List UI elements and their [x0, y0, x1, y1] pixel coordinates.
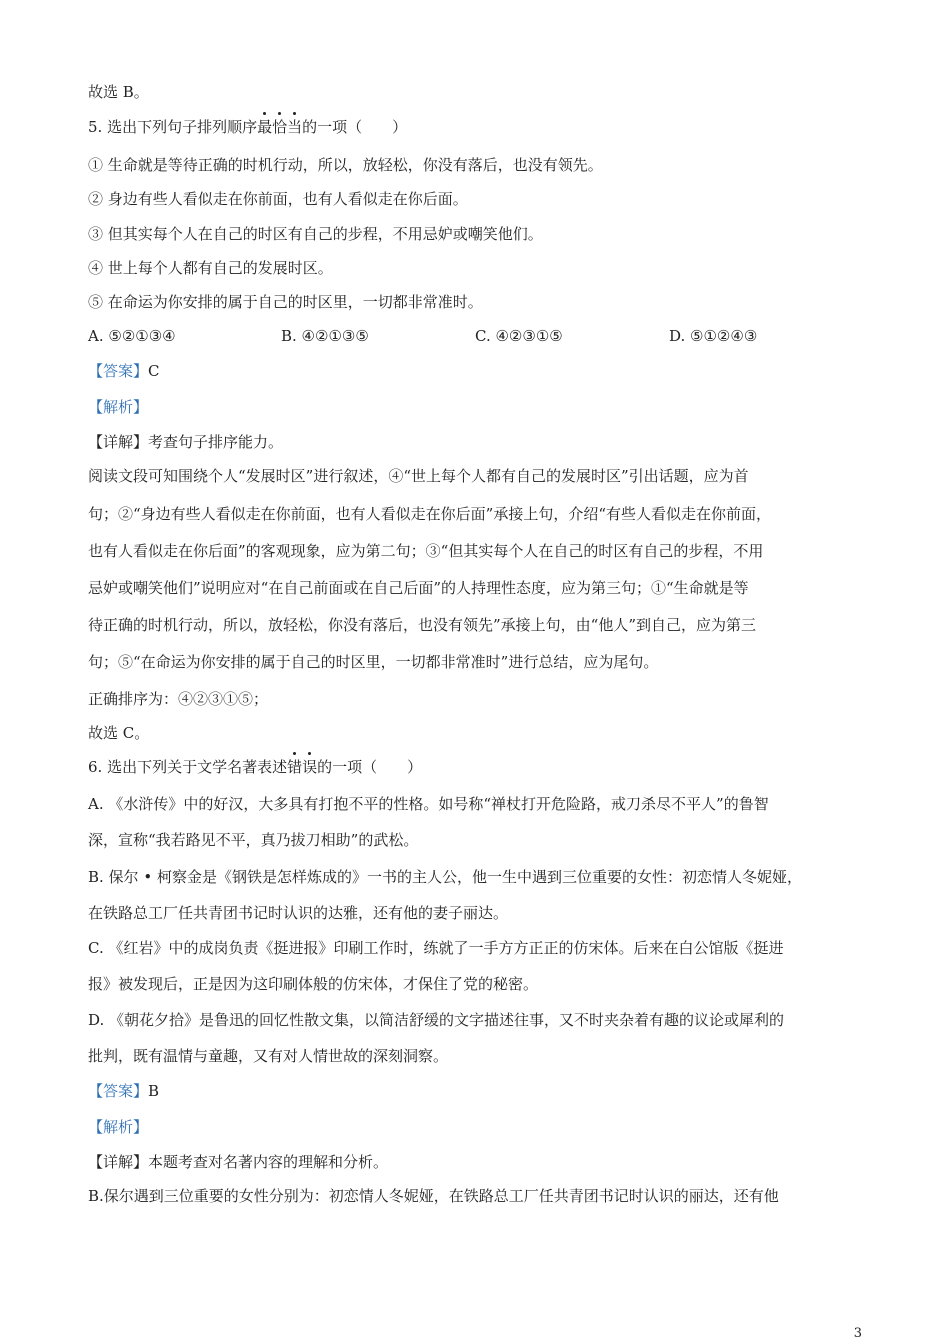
question-5-suffix: 的一项（ ） — [302, 118, 408, 136]
option-a-line-1: A. 《水浒传》中的好汉，大多具有打抱不平的性格。如号称“禅杖打开危险路，戒刀杀尽不平人”的鲁智 — [88, 795, 769, 813]
option-d-line-2: 批判，既有温情与童趣，又有对人情世故的深刻洞察。 — [88, 1047, 449, 1065]
conclusion-line: 故选 C。 — [88, 724, 150, 742]
question-6-title — [88, 757, 422, 777]
option-a: A. ⑤②①③④ — [88, 327, 176, 345]
correct-order: 正确排序为：④②③①⑤； — [88, 690, 269, 708]
page-number: 3 — [853, 1326, 862, 1341]
detail-5 — [88, 432, 283, 452]
option-a-line-2: 深，宣称“我若路见不平，真乃拔刀相助”的武松。 — [88, 831, 419, 849]
answer-tag: 【答案】 — [88, 362, 149, 380]
emphasis-char: 最 — [257, 118, 273, 136]
detail-tag: 【详解】 — [88, 433, 149, 451]
explanation-line: B.保尔遇到三位重要的女性分别为：初恋情人冬妮娅，在铁路总工厂任共青团书记时认识的丽达，还有他 — [88, 1187, 779, 1205]
question-5-title — [88, 117, 407, 137]
sentence-3: ③ 但其实每个人在自己的时区有自己的步程，不用忌妒或嘲笑他们。 — [88, 225, 543, 243]
explanation-line: 也有人看似走在你后面”的客观现象，应为第二句；③“但其实每个人在自己的时区有自己的步程，不用 — [88, 542, 764, 560]
detail-text: 本题考查对名著内容的理解和分析。 — [148, 1153, 389, 1171]
question-6-suffix: 的一项（ ） — [317, 758, 423, 776]
conclusion-line: 故选 B。 — [88, 83, 149, 101]
sentence-2: ② 身边有些人看似走在你前面，也有人看似走在你后面。 — [88, 190, 468, 208]
emphasis-char: 恰 — [272, 118, 288, 136]
explanation-line: 忌妒或嘲笑他们”说明应对“在自己前面或在自己后面”的人持理性态度，应为第三句；①“生命就是等 — [88, 579, 749, 597]
detail-text: 考查句子排序能力。 — [148, 433, 284, 451]
option-c-line-2: 报》被发现后，正是因为这印刷体般的仿宋体，才保住了党的秘密。 — [88, 975, 539, 993]
explanation-line: 句；⑤“在命运为你安排的属于自己的时区里，一切都非常准时”进行总结，应为尾句。 — [88, 653, 659, 671]
sentence-4: ④ 世上每个人都有自己的发展时区。 — [88, 259, 333, 277]
explanation-line: 阅读文段可知围绕个人“发展时区”进行叙述，④“世上每个人都有自己的发展时区”引出话题，应为首 — [88, 467, 749, 485]
option-d-line-1: D. 《朝花夕拾》是鲁迅的回忆性散文集，以简洁舒缓的文字描述往事，又不时夹杂着有趣的议论或犀利的 — [88, 1011, 785, 1029]
question-5-prefix: 5. 选出下列句子排列顺序 — [88, 118, 258, 136]
emphasis-char: 错 — [287, 758, 303, 776]
answer-tag: 【答案】 — [88, 1082, 149, 1100]
option-c-line-1: C. 《红岩》中的成岗负责《挺进报》印刷工作时，练就了一手方方正正的仿宋体。后来在白公馆版《挺进 — [88, 939, 784, 957]
answer-value: C — [148, 362, 160, 380]
question-6-prefix: 6. 选出下列关于文学名著表述 — [88, 758, 288, 776]
explanation-line: 待正确的时机行动，所以，放轻松，你没有落后，也没有领先”承接上句，由“他人”到自己，应为第三 — [88, 616, 757, 634]
detail-tag: 【详解】 — [88, 1153, 149, 1171]
analysis-tag: 【解析】 — [88, 398, 149, 416]
sentence-5: ⑤ 在命运为你安排的属于自己的时区里，一切都非常准时。 — [88, 293, 483, 311]
emphasis-char: 当 — [287, 118, 303, 136]
answer-5 — [88, 361, 160, 381]
option-b: B. ④②①③⑤ — [281, 327, 369, 345]
option-b-line-1: B. 保尔 • 柯察金是《钢铁是怎样炼成的》一书的主人公，他一生中遇到三位重要的女性：初恋情人冬妮娅， — [88, 868, 802, 886]
option-b-line-2: 在铁路总工厂任共青团书记时认识的达雅，还有他的妻子丽达。 — [88, 904, 509, 922]
answer-value: B — [148, 1082, 160, 1100]
option-d: D. ⑤①②④③ — [669, 327, 758, 345]
emphasis-char: 误 — [302, 758, 318, 776]
analysis-tag: 【解析】 — [88, 1118, 149, 1136]
explanation-line: 句；②“身边有些人看似走在你前面，也有人看似走在你后面”承接上句，介绍“有些人看似走在你前面， — [88, 505, 772, 523]
sentence-1: ① 生命就是等待正确的时机行动，所以，放轻松，你没有落后，也没有领先。 — [88, 156, 603, 174]
detail-6 — [88, 1152, 388, 1172]
answer-6 — [88, 1081, 159, 1101]
option-c: C. ④②③①⑤ — [475, 327, 563, 345]
